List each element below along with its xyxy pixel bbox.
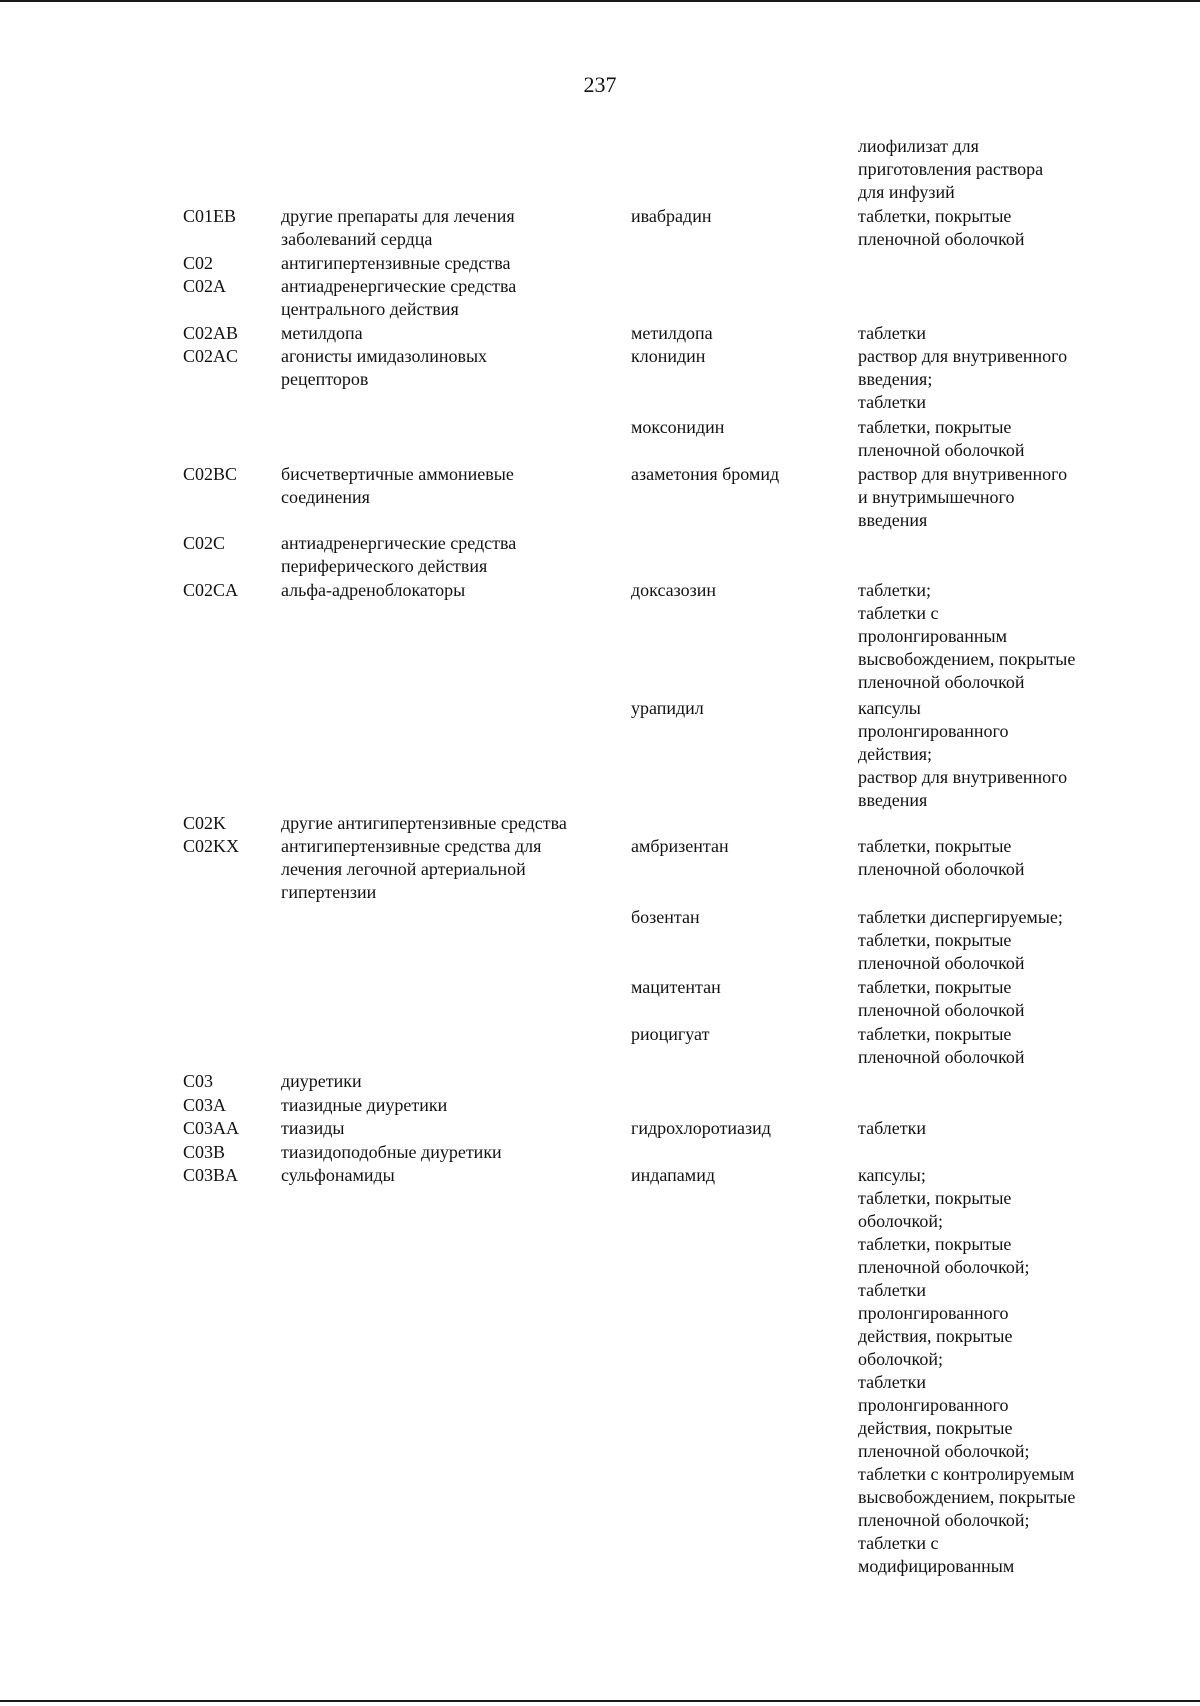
drug-name: урапидил <box>631 698 704 718</box>
atc-code: C03AA <box>183 1118 240 1138</box>
atc-code: C02AB <box>183 323 239 343</box>
dosage-form: таблетки, покрытые пленочной оболочкой <box>858 206 1025 249</box>
dosage-form: капсулы пролонгированного действия; раствор для внутривенного введения <box>858 698 1068 810</box>
atc-code: C03B <box>183 1142 226 1162</box>
dosage-form: раствор для внутривенного и внутримышечного введения <box>858 464 1068 530</box>
dosage-form: таблетки, покрытые пленочной оболочкой <box>858 417 1025 460</box>
drug-name: моксонидин <box>631 417 725 437</box>
dosage-form: капсулы; таблетки, покрытые оболочкой; таблетки, покрытые пленочной оболочкой; таблетки пролонгированного действия, покрытые оболочкой; таблетки пролонгированного действия, покрытые пленочной оболочкой; таблетки с контролируемым высвобождением, покрытые пленочной оболочкой; таблетки с модифицированным <box>858 1165 1076 1576</box>
atc-group-name: другие препараты для лечения заболеваний сердца <box>281 206 515 249</box>
drug-name: амбризентан <box>631 836 729 856</box>
atc-group-name: тиазиды <box>281 1118 345 1138</box>
top-scan-rule <box>0 0 1200 2</box>
drug-name: азаметония бромид <box>631 464 780 484</box>
drug-name: мацитентан <box>631 977 721 997</box>
atc-code: C02K <box>183 813 227 833</box>
atc-group-name: тиазидоподобные диуретики <box>281 1142 502 1162</box>
atc-code: C01EB <box>183 206 237 226</box>
page-number: 237 <box>583 72 617 97</box>
atc-group-name: антигипертензивные средства для лечения легочной артериальной гипертензии <box>281 836 542 902</box>
dosage-form: таблетки, покрытые пленочной оболочкой <box>858 836 1025 879</box>
atc-group-name: диуретики <box>281 1071 362 1091</box>
dosage-form: таблетки <box>858 1118 927 1138</box>
atc-group-name: другие антигипертензивные средства <box>281 813 567 833</box>
atc-code: C03A <box>183 1095 227 1115</box>
atc-group-name: антигипертензивные средства <box>281 253 511 273</box>
dosage-form: раствор для внутривенного введения; таблетки <box>858 346 1068 412</box>
atc-code: C02A <box>183 276 227 296</box>
atc-code: C02CA <box>183 580 239 600</box>
drug-name: ивабрадин <box>631 206 712 226</box>
drug-name: метилдопа <box>631 323 713 343</box>
atc-group-name: альфа-адреноблокаторы <box>281 580 466 600</box>
atc-group-name: антиадренергические средства периферического действия <box>281 533 517 576</box>
atc-code: C02BC <box>183 464 238 484</box>
dosage-form: таблетки диспергируемые; таблетки, покрытые пленочной оболочкой <box>858 907 1063 973</box>
drug-name: гидрохлоротиазид <box>631 1118 771 1138</box>
dosage-form: таблетки, покрытые пленочной оболочкой <box>858 1024 1025 1067</box>
drug-name: бозентан <box>631 907 700 927</box>
atc-code: C02C <box>183 533 226 553</box>
dosage-form: таблетки; таблетки с пролонгированным высвобождением, покрытые пленочной оболочкой <box>858 580 1076 692</box>
atc-group-name: тиазидные диуретики <box>281 1095 448 1115</box>
atc-code: C02AC <box>183 346 239 366</box>
atc-group-name: антиадренергические средства центрального действия <box>281 276 517 319</box>
atc-code: C02KX <box>183 836 240 856</box>
atc-code: C02 <box>183 253 214 273</box>
atc-code: C03 <box>183 1071 214 1091</box>
drug-name: риоцигуат <box>631 1024 710 1044</box>
dosage-form: лиофилизат для приготовления раствора для инфузий <box>858 136 1044 202</box>
atc-group-name: бисчетвертичные аммониевые соединения <box>281 464 514 507</box>
bottom-scan-rule <box>0 1700 1200 1702</box>
dosage-form: таблетки, покрытые пленочной оболочкой <box>858 977 1025 1020</box>
drug-name: индапамид <box>631 1165 715 1185</box>
dosage-form: таблетки <box>858 323 927 343</box>
drug-name: клонидин <box>631 346 706 366</box>
drug-name: доксазозин <box>631 580 717 600</box>
atc-code: C03BA <box>183 1165 239 1185</box>
atc-group-name: сульфонамиды <box>281 1165 395 1185</box>
atc-group-name: метилдопа <box>281 323 363 343</box>
atc-group-name: агонисты имидазолиновых рецепторов <box>281 346 488 389</box>
